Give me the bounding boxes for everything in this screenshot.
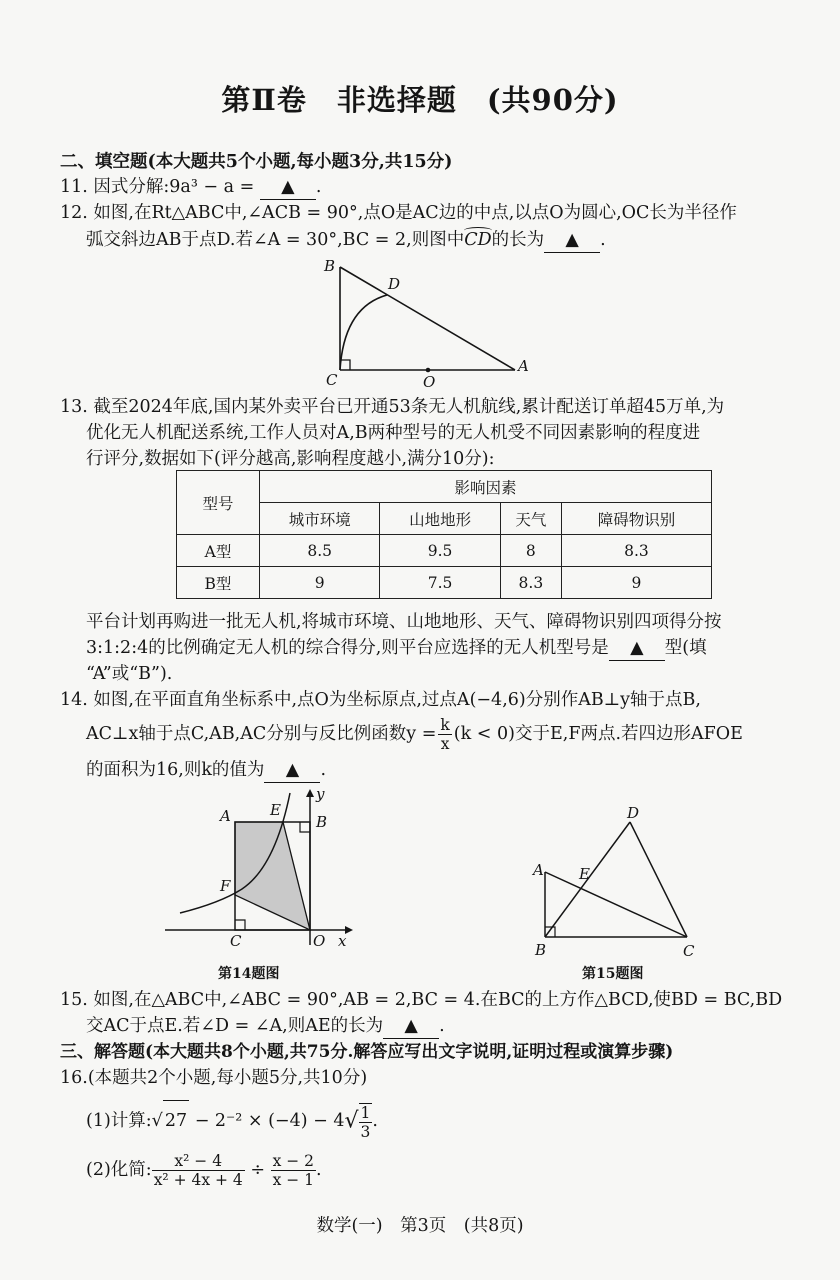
label-e: E	[579, 865, 590, 883]
answer-blank[interactable]: ▲	[609, 636, 665, 661]
table-column-header: 山地地形	[380, 503, 500, 535]
table-cell: 8.3	[561, 535, 711, 567]
right-angle-mark-b	[300, 822, 310, 832]
table-cell: 8.5	[260, 535, 380, 567]
question-16-part1: (1)计算:√ 27 − 2⁻² × (−4) − 4√ $\frac{1}{3}$ .	[86, 1100, 378, 1142]
section-fill-blank-heading: 二、填空题(本大题共5个小题,每小题3分,共15分)	[60, 152, 453, 172]
figure-15	[525, 800, 715, 965]
answer-blank[interactable]: ▲	[544, 228, 600, 253]
question-13-after2: 3:1:2:4的比例确定无人机的综合得分,则平台应选择的无人机型号是 ▲ 型(填	[86, 636, 707, 661]
question-13-after1: 平台计划再购进一批无人机,将城市环境、山地地形、天气、障碍物识别四项得分按	[86, 612, 722, 632]
label-c: C	[683, 942, 695, 960]
row-label: B型	[177, 567, 260, 599]
table-column-header: 城市环境	[260, 503, 380, 535]
question-16-heading: 16.(本题共2个小题,每小题5分,共10分)	[60, 1068, 368, 1088]
side-ac	[545, 872, 687, 937]
figure-14	[160, 785, 360, 950]
label-x: x	[338, 932, 347, 950]
table-cell: 7.5	[380, 567, 500, 599]
table-row	[177, 567, 712, 599]
question-13-line2: 优化无人机配送系统,工作人员对A,B两种型号的无人机受不同因素影响的程度进	[86, 423, 701, 443]
label-y: y	[316, 785, 325, 803]
question-12-line2: 弧交斜边AB于点D.若∠A = 30°,BC = 2,则图中CD的长为 ▲ .	[86, 228, 606, 253]
table-column-header: 天气	[500, 503, 561, 535]
label-b: B	[316, 813, 328, 831]
label-c: C	[230, 932, 242, 950]
y-axis-arrow	[306, 789, 314, 797]
label-a: A	[220, 807, 231, 825]
page-title: 第Ⅱ卷 非选择题 (共90分)	[221, 83, 619, 117]
question-15-line2: 交AC于点E.若∠D = ∠A,则AE的长为 ▲ .	[86, 1014, 445, 1039]
table-corner-header: 型号	[177, 471, 260, 535]
table-group-header: 影响因素	[260, 471, 712, 503]
figure-14-caption: 第14题图	[218, 966, 280, 982]
quadrilateral-afoe	[235, 822, 310, 930]
label-b: B	[535, 941, 547, 959]
label-b: B	[324, 257, 336, 275]
figure-12	[320, 255, 530, 390]
section-answer-heading: 三、解答题(本大题共8个小题,共75分.解答应写出文字说明,证明过程或演算步骤)	[60, 1042, 674, 1062]
right-angle-mark-c	[235, 920, 245, 930]
side-ab	[340, 267, 515, 370]
question-12-line1: 12. 如图,在Rt△ABC中,∠ACB = 90°,点O是AC边的中点,以点O为圆心,OC长为半径作	[60, 203, 737, 223]
table-cell: 9.5	[380, 535, 500, 567]
side-dc	[630, 822, 687, 937]
table-cell: 9	[260, 567, 380, 599]
question-14-line2: AC⊥x轴于点C,AB,AC分别与反比例函数y = $\frac{k}{x}$ (k < 0)交于E,F两点.若四边形AFOE	[86, 716, 743, 753]
row-label: A型	[177, 535, 260, 567]
table-cell: 8	[500, 535, 561, 567]
question-11: 11. 因式分解:9a³ − a = ▲ .	[60, 175, 321, 200]
label-d: D	[388, 275, 401, 293]
label-o: O	[313, 932, 326, 950]
question-14-line3: 的面积为16,则k的值为 ▲ .	[86, 758, 326, 783]
answer-blank[interactable]: ▲	[383, 1014, 439, 1039]
question-16-part2: (2)化简: $\frac{\text{x² − 4}}{\text{x² + 4x + 4}}$ ÷ $\frac{x - 2}{x - 1}$ .	[86, 1152, 322, 1189]
question-13-line3: 行评分,数据如下(评分越高,影响程度越小,满分10分):	[86, 449, 495, 469]
arc-cd	[340, 295, 387, 370]
arc-cd-label: CD	[464, 230, 492, 250]
label-e: E	[270, 801, 281, 819]
figure-15-caption: 第15题图	[582, 966, 644, 982]
label-a: A	[533, 861, 544, 879]
question-15-line1: 15. 如图,在△ABC中,∠ABC = 90°,AB = 2,BC = 4.在BC的上方作△BCD,使BD = BC,BD	[60, 990, 783, 1010]
label-c: C	[326, 371, 338, 389]
label-a: A	[518, 357, 529, 375]
question-13-line1: 13. 截至2024年底,国内某外卖平台已开通53条无人机航线,累计配送订单超45万单,为	[60, 397, 725, 417]
table-cell: 8.3	[500, 567, 561, 599]
label-o: O	[423, 373, 436, 390]
table-row	[177, 535, 712, 567]
answer-blank[interactable]: ▲	[260, 175, 316, 200]
answer-blank[interactable]: ▲	[264, 758, 320, 783]
score-table	[176, 470, 712, 599]
table-cell: 9	[561, 567, 711, 599]
point-o	[426, 368, 431, 373]
table-column-header: 障碍物识别	[561, 503, 711, 535]
page-footer: 数学(一) 第3页 (共8页)	[316, 1216, 524, 1236]
label-f: F	[220, 877, 231, 895]
question-14-line1: 14. 如图,在平面直角坐标系中,点O为坐标原点,过点A(−4,6)分别作AB⊥y轴于点B,	[60, 690, 701, 710]
question-13-after3: “A”或“B”).	[86, 664, 173, 684]
label-d: D	[627, 804, 640, 822]
